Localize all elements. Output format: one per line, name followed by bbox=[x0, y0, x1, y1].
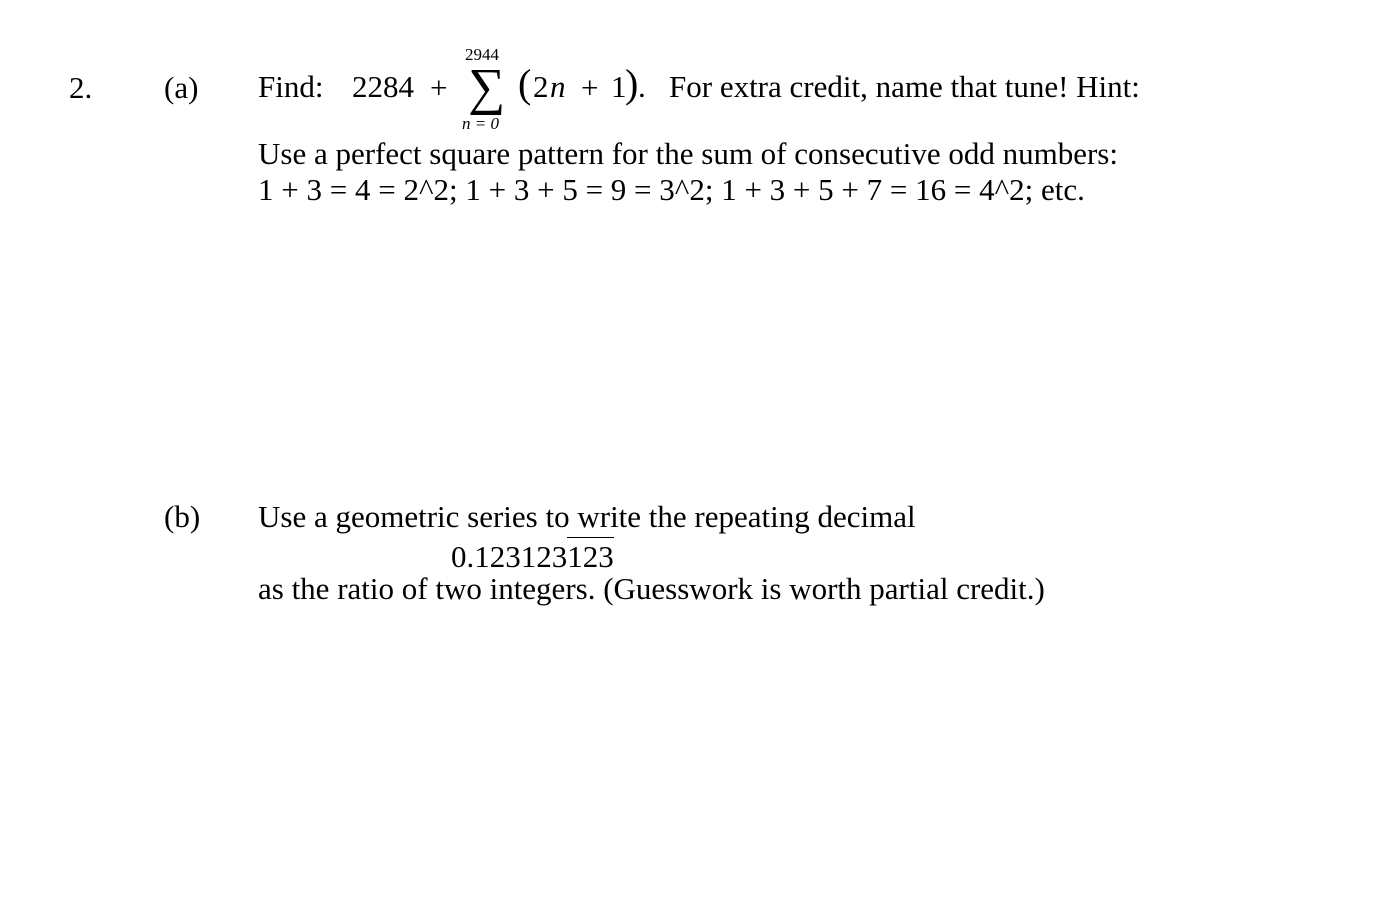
open-paren: ( bbox=[518, 61, 532, 106]
period: . bbox=[638, 69, 646, 104]
part-b-line-1: Use a geometric series to write the repeating decimal bbox=[258, 499, 916, 534]
extra-credit-text: For extra credit, name that tune! Hint: bbox=[669, 69, 1140, 104]
repeating-decimal bbox=[451, 541, 614, 572]
constant-term: 2284 bbox=[352, 69, 414, 104]
decimal-repeat-block: 123 bbox=[567, 539, 614, 574]
sum-lower-limit: n = 0 bbox=[462, 114, 499, 133]
sigma-symbol: ∑ bbox=[468, 59, 506, 116]
problem-number: 2. bbox=[69, 70, 93, 105]
find-label: Find: bbox=[258, 69, 324, 104]
part-b-line-3: as the ratio of two integers. (Guesswork is worth partial credit.) bbox=[258, 571, 1045, 606]
sum-upper-limit: 2944 bbox=[465, 45, 499, 64]
hint-line-1: Use a perfect square pattern for the sum of consecutive odd numbers: bbox=[258, 136, 1118, 171]
term-plus: + bbox=[581, 70, 599, 105]
close-paren: ) bbox=[625, 61, 639, 106]
hint-line-2: 1 + 3 = 4 = 2^2; 1 + 3 + 5 = 9 = 3^2; 1 + 3 + 5 + 7 = 16 = 4^2; etc. bbox=[258, 172, 1085, 207]
term-constant: 1 bbox=[611, 69, 627, 104]
decimal-prefix: 0.123123 bbox=[451, 539, 568, 574]
part-a-label: (a) bbox=[164, 70, 199, 105]
term-variable: n bbox=[550, 69, 566, 104]
plus-sign: + bbox=[430, 70, 448, 105]
part-b-label: (b) bbox=[164, 499, 201, 534]
term-coefficient: 2 bbox=[533, 69, 549, 104]
